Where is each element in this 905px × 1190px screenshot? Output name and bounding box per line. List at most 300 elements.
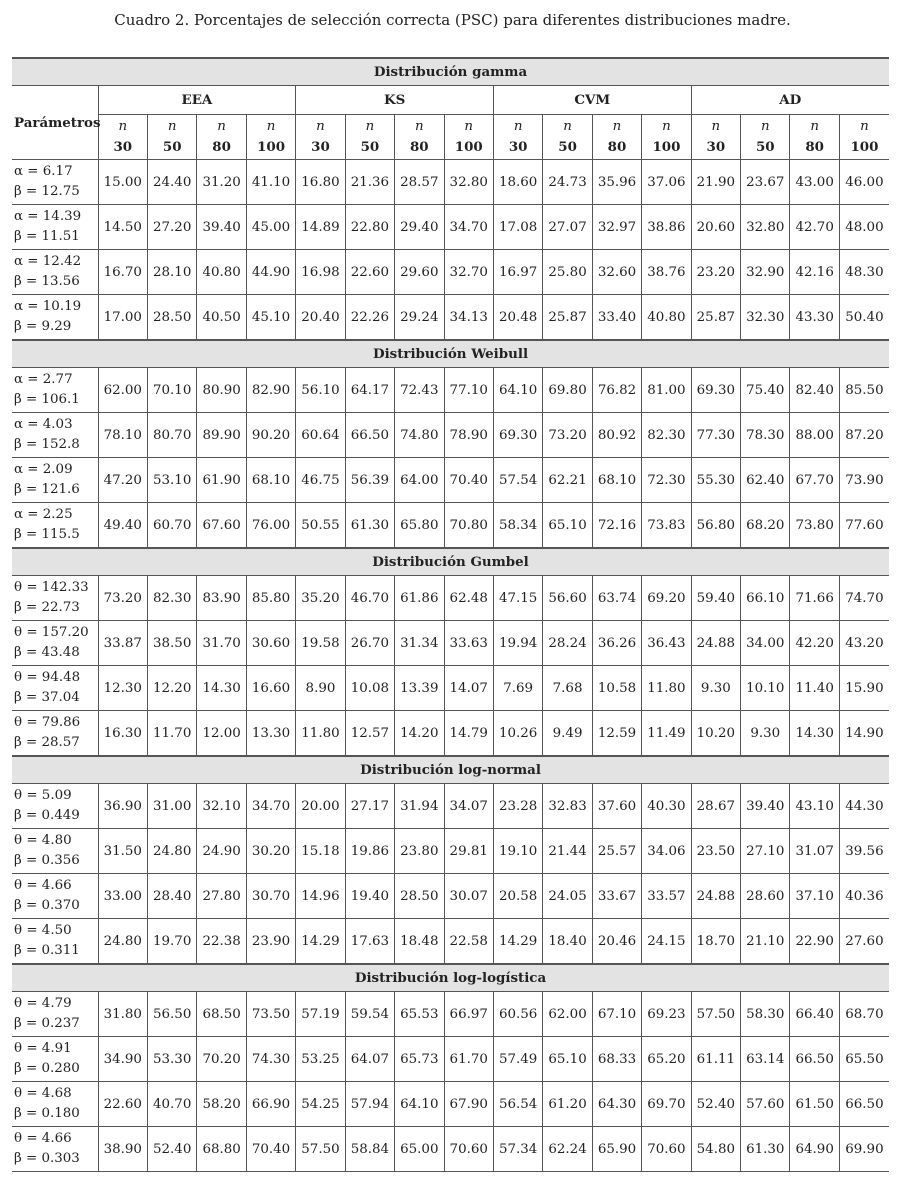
value-cell: 24.90 <box>197 829 246 874</box>
sample-size-header <box>98 115 147 160</box>
value-cell: 65.90 <box>592 1127 641 1172</box>
value-cell: 38.90 <box>98 1127 147 1172</box>
value-cell: 8.90 <box>296 666 345 711</box>
value-cell: 64.10 <box>493 368 542 413</box>
value-cell: 57.50 <box>296 1127 345 1172</box>
parameter-1: θ = 157.20 <box>14 625 89 640</box>
parameter-2: β = 13.56 <box>14 274 80 289</box>
parameter-1: α = 12.42 <box>14 254 82 269</box>
parameter-cell <box>12 621 98 666</box>
value-cell: 62.24 <box>543 1127 592 1172</box>
table-row <box>12 1127 889 1172</box>
n-value: 50 <box>755 139 775 155</box>
value-cell: 21.44 <box>543 829 592 874</box>
value-cell: 38.50 <box>147 621 196 666</box>
n-value: 30 <box>311 139 330 155</box>
parameter-cell <box>12 368 98 413</box>
value-cell: 76.00 <box>246 503 295 549</box>
value-cell: 40.30 <box>642 784 691 829</box>
value-cell: 87.20 <box>839 413 889 458</box>
parameter-1: θ = 4.50 <box>14 923 72 938</box>
value-cell: 19.10 <box>493 829 542 874</box>
value-cell: 37.60 <box>592 784 641 829</box>
value-cell: 35.20 <box>296 576 345 621</box>
n-value: 80 <box>409 139 429 155</box>
value-cell: 40.80 <box>642 295 691 341</box>
value-cell: 16.60 <box>246 666 295 711</box>
value-cell: 56.60 <box>543 576 592 621</box>
value-cell: 32.97 <box>592 205 641 250</box>
value-cell: 46.70 <box>345 576 394 621</box>
parameter-cell <box>12 1037 98 1082</box>
n-symbol: n <box>464 119 474 134</box>
value-cell: 36.90 <box>98 784 147 829</box>
value-cell: 21.10 <box>741 919 790 965</box>
value-cell: 65.80 <box>395 503 444 549</box>
value-cell: 12.30 <box>98 666 147 711</box>
value-cell: 78.90 <box>444 413 493 458</box>
distribution-title: Distribución log-normal <box>12 756 889 784</box>
value-cell: 65.53 <box>395 992 444 1037</box>
value-cell: 78.30 <box>741 413 790 458</box>
n-symbol: n <box>810 119 819 134</box>
value-cell: 24.80 <box>147 829 196 874</box>
value-cell: 25.57 <box>592 829 641 874</box>
value-cell: 16.97 <box>493 250 542 295</box>
value-cell: 14.07 <box>444 666 493 711</box>
value-cell: 23.50 <box>691 829 740 874</box>
value-cell: 66.40 <box>790 992 839 1037</box>
distribution-title: Distribución log-logística <box>12 964 889 992</box>
value-cell: 22.60 <box>98 1082 147 1127</box>
value-cell: 69.30 <box>691 368 740 413</box>
value-cell: 57.60 <box>741 1082 790 1127</box>
value-cell: 65.50 <box>839 1037 889 1082</box>
value-cell: 65.10 <box>543 1037 592 1082</box>
value-cell: 61.11 <box>691 1037 740 1082</box>
n-symbol: n <box>316 119 325 134</box>
table-row <box>12 205 889 250</box>
value-cell: 35.96 <box>592 160 641 205</box>
value-cell: 68.10 <box>246 458 295 503</box>
value-cell: 20.00 <box>296 784 345 829</box>
value-cell: 56.80 <box>691 503 740 549</box>
value-cell: 42.70 <box>790 205 839 250</box>
table-row <box>12 711 889 757</box>
value-cell: 58.30 <box>741 992 790 1037</box>
parameter-2: β = 22.73 <box>14 600 80 615</box>
value-cell: 90.20 <box>246 413 295 458</box>
value-cell: 74.80 <box>395 413 444 458</box>
value-cell: 40.36 <box>839 874 889 919</box>
parameter-1: θ = 4.79 <box>14 996 72 1011</box>
value-cell: 64.10 <box>395 1082 444 1127</box>
value-cell: 64.17 <box>345 368 394 413</box>
parameter-2: β = 0.311 <box>14 943 80 958</box>
table-row <box>12 160 889 205</box>
value-cell: 60.70 <box>147 503 196 549</box>
table-row <box>12 368 889 413</box>
sample-size-header <box>493 115 542 160</box>
parameter-2: β = 115.5 <box>14 527 80 542</box>
parameter-cell <box>12 874 98 919</box>
value-cell: 60.64 <box>296 413 345 458</box>
value-cell: 22.60 <box>345 250 394 295</box>
value-cell: 19.86 <box>345 829 394 874</box>
value-cell: 11.80 <box>296 711 345 757</box>
table-row <box>12 1037 889 1082</box>
value-cell: 58.34 <box>493 503 542 549</box>
value-cell: 36.43 <box>642 621 691 666</box>
value-cell: 48.00 <box>839 205 889 250</box>
value-cell: 16.30 <box>98 711 147 757</box>
parameter-cell <box>12 205 98 250</box>
parameter-2: β = 43.48 <box>14 645 80 660</box>
parameter-cell <box>12 160 98 205</box>
value-cell: 61.30 <box>345 503 394 549</box>
value-cell: 56.54 <box>493 1082 542 1127</box>
value-cell: 28.57 <box>395 160 444 205</box>
n-value: 30 <box>113 139 133 155</box>
n-value: 80 <box>805 139 824 155</box>
parameters-header: Parámetros <box>12 86 98 160</box>
value-cell: 14.30 <box>197 666 246 711</box>
value-cell: 68.80 <box>197 1127 246 1172</box>
value-cell: 10.20 <box>691 711 740 757</box>
parameter-2: β = 0.356 <box>14 853 80 868</box>
value-cell: 57.54 <box>493 458 542 503</box>
table-row <box>12 250 889 295</box>
value-cell: 73.90 <box>839 458 889 503</box>
sample-size-header <box>691 115 740 160</box>
value-cell: 66.50 <box>345 413 394 458</box>
value-cell: 15.00 <box>98 160 147 205</box>
value-cell: 67.10 <box>592 992 641 1037</box>
sample-size-header <box>246 115 295 160</box>
value-cell: 29.24 <box>395 295 444 341</box>
parameter-1: α = 10.19 <box>14 299 82 314</box>
value-cell: 18.48 <box>395 919 444 965</box>
value-cell: 65.20 <box>642 1037 691 1082</box>
value-cell: 18.40 <box>543 919 592 965</box>
parameter-1: θ = 94.48 <box>14 670 81 685</box>
value-cell: 13.39 <box>395 666 444 711</box>
parameter-2: β = 0.280 <box>14 1061 80 1076</box>
value-cell: 82.90 <box>246 368 295 413</box>
value-cell: 21.36 <box>345 160 394 205</box>
value-cell: 85.50 <box>839 368 889 413</box>
section-title-row <box>12 756 889 784</box>
value-cell: 50.40 <box>839 295 889 341</box>
value-cell: 66.50 <box>790 1037 839 1082</box>
table-row <box>12 413 889 458</box>
value-cell: 70.60 <box>642 1127 691 1172</box>
value-cell: 50.55 <box>296 503 345 549</box>
value-cell: 34.00 <box>741 621 790 666</box>
sample-size-header <box>395 115 444 160</box>
value-cell: 45.10 <box>246 295 295 341</box>
value-cell: 57.19 <box>296 992 345 1037</box>
value-cell: 69.30 <box>493 413 542 458</box>
value-cell: 19.94 <box>493 621 542 666</box>
value-cell: 14.79 <box>444 711 493 757</box>
value-cell: 18.70 <box>691 919 740 965</box>
parameter-2: β = 12.75 <box>14 184 80 199</box>
value-cell: 11.40 <box>790 666 839 711</box>
value-cell: 28.67 <box>691 784 740 829</box>
sample-size-header <box>147 115 196 160</box>
sample-size-header <box>741 115 790 160</box>
value-cell: 53.30 <box>147 1037 196 1082</box>
value-cell: 16.70 <box>98 250 147 295</box>
parameter-cell <box>12 711 98 757</box>
value-cell: 66.97 <box>444 992 493 1037</box>
value-cell: 28.50 <box>147 295 196 341</box>
value-cell: 23.90 <box>246 919 295 965</box>
value-cell: 7.69 <box>493 666 542 711</box>
n-value: 100 <box>454 139 483 155</box>
value-cell: 31.07 <box>790 829 839 874</box>
value-cell: 28.10 <box>147 250 196 295</box>
value-cell: 42.16 <box>790 250 839 295</box>
table-row <box>12 784 889 829</box>
value-cell: 27.07 <box>543 205 592 250</box>
value-cell: 63.74 <box>592 576 641 621</box>
n-symbol: n <box>167 119 177 134</box>
value-cell: 68.70 <box>839 992 889 1037</box>
section-title-row <box>12 964 889 992</box>
value-cell: 22.58 <box>444 919 493 965</box>
value-cell: 44.90 <box>246 250 295 295</box>
value-cell: 68.10 <box>592 458 641 503</box>
table-row <box>12 295 889 341</box>
value-cell: 14.29 <box>493 919 542 965</box>
value-cell: 40.50 <box>197 295 246 341</box>
value-cell: 47.20 <box>98 458 147 503</box>
value-cell: 32.90 <box>741 250 790 295</box>
n-value: 50 <box>162 139 182 155</box>
parameter-cell <box>12 992 98 1037</box>
n-value: 100 <box>257 139 286 155</box>
parameter-2: β = 0.237 <box>14 1016 80 1031</box>
value-cell: 24.40 <box>147 160 196 205</box>
value-cell: 64.00 <box>395 458 444 503</box>
value-cell: 32.10 <box>197 784 246 829</box>
value-cell: 41.10 <box>246 160 295 205</box>
value-cell: 33.57 <box>642 874 691 919</box>
value-cell: 70.20 <box>197 1037 246 1082</box>
value-cell: 82.30 <box>642 413 691 458</box>
value-cell: 80.90 <box>197 368 246 413</box>
sample-size-header <box>296 115 345 160</box>
value-cell: 27.10 <box>741 829 790 874</box>
table-row <box>12 829 889 874</box>
value-cell: 57.94 <box>345 1082 394 1127</box>
value-cell: 33.67 <box>592 874 641 919</box>
n-value: 30 <box>706 139 726 155</box>
value-cell: 21.90 <box>691 160 740 205</box>
n-symbol: n <box>217 119 226 134</box>
value-cell: 76.82 <box>592 368 641 413</box>
value-cell: 57.49 <box>493 1037 542 1082</box>
parameter-cell <box>12 576 98 621</box>
value-cell: 42.20 <box>790 621 839 666</box>
value-cell: 61.70 <box>444 1037 493 1082</box>
value-cell: 19.58 <box>296 621 345 666</box>
value-cell: 64.07 <box>345 1037 394 1082</box>
value-cell: 31.70 <box>197 621 246 666</box>
value-cell: 34.06 <box>642 829 691 874</box>
parameter-cell <box>12 784 98 829</box>
value-cell: 46.00 <box>839 160 889 205</box>
table-row <box>12 919 889 965</box>
parameter-1: θ = 142.33 <box>14 580 89 595</box>
value-cell: 62.21 <box>543 458 592 503</box>
value-cell: 14.89 <box>296 205 345 250</box>
value-cell: 28.60 <box>741 874 790 919</box>
value-cell: 17.08 <box>493 205 542 250</box>
parameter-cell <box>12 250 98 295</box>
value-cell: 14.90 <box>839 711 889 757</box>
sample-size-row <box>12 115 889 160</box>
n-symbol: n <box>662 119 671 134</box>
value-cell: 69.70 <box>642 1082 691 1127</box>
n-value: 80 <box>607 139 627 155</box>
value-cell: 28.40 <box>147 874 196 919</box>
value-cell: 58.84 <box>345 1127 394 1172</box>
value-cell: 53.25 <box>296 1037 345 1082</box>
parameter-1: α = 6.17 <box>14 164 73 179</box>
value-cell: 15.18 <box>296 829 345 874</box>
value-cell: 63.14 <box>741 1037 790 1082</box>
n-symbol: n <box>612 119 622 134</box>
sample-size-header <box>790 115 839 160</box>
value-cell: 70.40 <box>444 458 493 503</box>
value-cell: 18.60 <box>493 160 542 205</box>
value-cell: 26.70 <box>345 621 394 666</box>
n-value: 100 <box>652 139 681 155</box>
value-cell: 70.40 <box>246 1127 295 1172</box>
value-cell: 43.30 <box>790 295 839 341</box>
value-cell: 62.48 <box>444 576 493 621</box>
value-cell: 31.34 <box>395 621 444 666</box>
parameter-2: β = 28.57 <box>14 735 80 750</box>
sample-size-header <box>543 115 592 160</box>
value-cell: 24.73 <box>543 160 592 205</box>
value-cell: 34.13 <box>444 295 493 341</box>
value-cell: 23.80 <box>395 829 444 874</box>
value-cell: 54.25 <box>296 1082 345 1127</box>
value-cell: 73.80 <box>790 503 839 549</box>
value-cell: 19.70 <box>147 919 196 965</box>
value-cell: 61.20 <box>543 1082 592 1127</box>
value-cell: 89.90 <box>197 413 246 458</box>
parameter-cell <box>12 829 98 874</box>
value-cell: 38.86 <box>642 205 691 250</box>
n-symbol: n <box>513 119 523 134</box>
value-cell: 28.24 <box>543 621 592 666</box>
value-cell: 25.87 <box>691 295 740 341</box>
value-cell: 48.30 <box>839 250 889 295</box>
section-title-row <box>12 58 889 86</box>
n-symbol: n <box>563 119 572 134</box>
value-cell: 73.20 <box>98 576 147 621</box>
value-cell: 24.88 <box>691 621 740 666</box>
value-cell: 14.20 <box>395 711 444 757</box>
value-cell: 75.40 <box>741 368 790 413</box>
parameter-2: β = 37.04 <box>14 690 80 705</box>
value-cell: 71.66 <box>790 576 839 621</box>
parameter-1: θ = 79.86 <box>14 715 81 730</box>
parameter-cell <box>12 503 98 549</box>
value-cell: 72.43 <box>395 368 444 413</box>
value-cell: 37.06 <box>642 160 691 205</box>
value-cell: 67.70 <box>790 458 839 503</box>
parameter-1: θ = 5.09 <box>14 788 72 803</box>
value-cell: 82.40 <box>790 368 839 413</box>
value-cell: 23.28 <box>493 784 542 829</box>
value-cell: 61.30 <box>741 1127 790 1172</box>
value-cell: 85.80 <box>246 576 295 621</box>
parameter-cell <box>12 919 98 965</box>
value-cell: 17.00 <box>98 295 147 341</box>
value-cell: 22.80 <box>345 205 394 250</box>
table-row <box>12 503 889 549</box>
section-title-row <box>12 548 889 576</box>
sample-size-header <box>444 115 493 160</box>
value-cell: 34.90 <box>98 1037 147 1082</box>
value-cell: 67.60 <box>197 503 246 549</box>
value-cell: 64.30 <box>592 1082 641 1127</box>
value-cell: 47.15 <box>493 576 542 621</box>
parameter-1: α = 4.03 <box>14 417 73 432</box>
value-cell: 43.00 <box>790 160 839 205</box>
value-cell: 45.00 <box>246 205 295 250</box>
value-cell: 55.30 <box>691 458 740 503</box>
parameter-cell <box>12 458 98 503</box>
parameter-2: β = 0.370 <box>14 898 80 913</box>
value-cell: 29.40 <box>395 205 444 250</box>
parameter-cell <box>12 1082 98 1127</box>
value-cell: 68.50 <box>197 992 246 1037</box>
distribution-title: Distribución gamma <box>12 58 889 86</box>
value-cell: 24.80 <box>98 919 147 965</box>
sample-size-header <box>592 115 641 160</box>
value-cell: 11.80 <box>642 666 691 711</box>
value-cell: 10.26 <box>493 711 542 757</box>
value-cell: 80.92 <box>592 413 641 458</box>
value-cell: 14.29 <box>296 919 345 965</box>
value-cell: 69.23 <box>642 992 691 1037</box>
value-cell: 24.15 <box>642 919 691 965</box>
value-cell: 40.80 <box>197 250 246 295</box>
value-cell: 52.40 <box>147 1127 196 1172</box>
value-cell: 74.30 <box>246 1037 295 1082</box>
parameter-1: θ = 4.80 <box>14 833 72 848</box>
value-cell: 22.26 <box>345 295 394 341</box>
value-cell: 23.67 <box>741 160 790 205</box>
value-cell: 10.10 <box>741 666 790 711</box>
value-cell: 20.46 <box>592 919 641 965</box>
sample-size-header <box>345 115 394 160</box>
value-cell: 27.80 <box>197 874 246 919</box>
value-cell: 54.80 <box>691 1127 740 1172</box>
value-cell: 43.20 <box>839 621 889 666</box>
parameter-cell <box>12 295 98 341</box>
parameter-2: β = 11.51 <box>14 229 80 244</box>
sample-size-header <box>197 115 246 160</box>
value-cell: 12.57 <box>345 711 394 757</box>
